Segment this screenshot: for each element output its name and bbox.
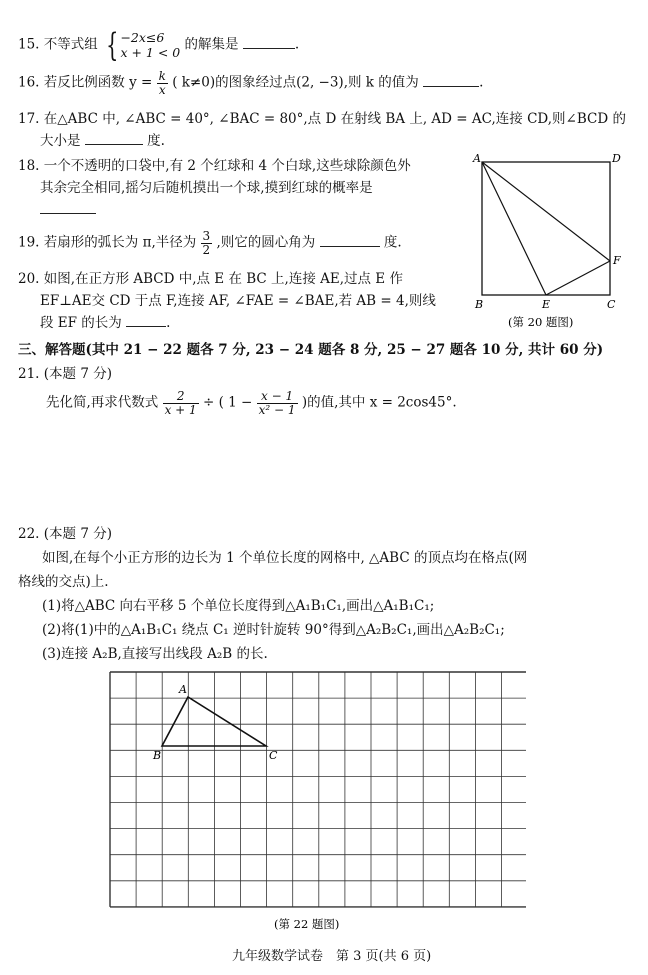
q19-answer-blank[interactable] <box>320 234 380 247</box>
figure-20 <box>466 150 634 338</box>
label-c: C <box>607 298 616 311</box>
question-17 <box>18 108 626 152</box>
section-3-heading: 三、解答题(其中 21 − 22 题各 7 分, 23 − 24 题各 8 分, 25 − 27 题各 10 分, 共计 60 分) <box>18 342 604 358</box>
q16-number: 16. <box>18 74 40 91</box>
q18-line1: 一个不透明的口袋中,有 2 个红球和 4 个白球,这些球除颜色外 <box>43 158 411 174</box>
q20-line2: EF⊥AE交 CD 于点 F,连接 AF, ∠FAE = ∠BAE,若 AB = 4,则线 <box>40 293 436 309</box>
q19-frac-den: 2 <box>202 242 211 257</box>
q15-row1: −2x≤6 <box>120 30 165 46</box>
question-21-body <box>46 390 457 416</box>
q19-post: ,则它的圆心角为 <box>216 234 316 251</box>
square-abcd <box>482 162 610 295</box>
q22-part1: (1)将△ABC 向右平移 5 个单位长度得到△A₁B₁C₁,画出△A₁B₁C₁; <box>42 598 435 614</box>
q17-line2-post: 度. <box>147 133 165 149</box>
q15-answer-blank[interactable] <box>243 36 295 49</box>
grid-lines <box>110 672 526 907</box>
q17-line2-pre: 大小是 <box>40 133 81 149</box>
segment-ae <box>482 162 546 295</box>
q18-number: 18. <box>18 158 40 174</box>
label-e: E <box>542 298 551 311</box>
q21-f1-den: x + 1 <box>164 402 197 417</box>
question-15: 15. 不等式组 { −2x≤6 x + 1 < 0 的解集是 . <box>18 26 300 64</box>
q16-fraction <box>157 70 168 96</box>
q22-points: (本题 7 分) <box>43 526 112 542</box>
q21-fraction-2 <box>257 390 298 416</box>
question-20: 20. 如图,在正方形 ABCD 中,点 E 在 BC 上,连接 AE,过点 E 作 EF⊥AE交 CD 于点 F,连接 AF, ∠FAE = ∠BAE,若 AB = 4,则线 段 EF 的长为 . <box>18 271 436 331</box>
q22-intro1: 如图,在每个小正方形的边长为 1 个单位长度的网格中, △ABC 的顶点均在格点(网 <box>42 550 528 566</box>
q19-frac-num: 3 <box>202 229 211 243</box>
figure-22-grid <box>106 666 526 932</box>
q21-number: 21. <box>18 366 40 382</box>
q18-line2: 其余完全相同,摇匀后随机摸出一个球,摸到红球的概率是 <box>40 180 373 196</box>
q16-pre: 若反比例函数 y = <box>43 74 153 91</box>
q21-mid: ÷ ( 1 − <box>202 394 253 411</box>
q18-answer-blank[interactable] <box>40 201 96 214</box>
q21-fraction-1 <box>163 390 199 416</box>
q20-line3: 段 EF 的长为 <box>40 315 122 331</box>
q15-row2: x + 1 < 0 <box>120 45 181 61</box>
q19-end: 度. <box>383 234 402 251</box>
page-footer: 九年级数学试卷 第 3 页(共 6 页) <box>232 949 432 964</box>
q21-post: )的值,其中 x = 2cos45°. <box>301 394 457 411</box>
q17-number: 17. <box>18 111 40 127</box>
q15-inequality-system: { −2x≤6 x + 1 < 0 <box>106 26 181 64</box>
q19-pre: 若扇形的弧长为 π,半径为 <box>43 234 197 251</box>
q15-text: 不等式组 <box>43 36 98 53</box>
segment-ef <box>546 261 610 295</box>
q17-line1: 在△ABC 中, ∠ABC = 40°, ∠BAC = 80°,点 D 在射线 BA 上, AD = AC,连接 CD,则∠BCD 的 <box>43 111 626 127</box>
grid-label-a: A <box>179 683 187 696</box>
figure-20-caption: (第 20 题图) <box>508 315 574 329</box>
label-d: D <box>612 152 621 165</box>
q21-f2-num: x − 1 <box>257 390 298 404</box>
q16-cond: ( k≠0)的图象经过点(2, −3),则 k 的值为 <box>172 74 419 91</box>
question-18 <box>18 155 411 221</box>
q15-after: 的解集是 <box>184 36 239 53</box>
question-22 <box>18 522 527 666</box>
q15-number: 15. <box>18 36 40 53</box>
q22-part2: (2)将(1)中的△A₁B₁C₁ 绕点 C₁ 逆时针旋转 90°得到△A₂B₂C₁,画出△A₂B₂C₁; <box>42 622 505 638</box>
q16-answer-blank[interactable] <box>423 74 479 87</box>
q20-answer-blank[interactable] <box>126 314 166 327</box>
question-16: 16. 若反比例函数 y = $\frac{k}{x}$ ( k≠0)的图象经过点(2, −3),则 k 的值为 . <box>18 69 484 97</box>
q16-frac-den: x <box>158 82 166 97</box>
q20-line1: 如图,在正方形 ABCD 中,点 E 在 BC 上,连接 AE,过点 E 作 <box>43 271 403 287</box>
q21-f1-num: 2 <box>163 390 199 404</box>
q19-fraction <box>201 230 213 256</box>
q19-number: 19. <box>18 234 40 251</box>
grid-label-c: C <box>269 749 278 762</box>
question-19 <box>18 230 402 256</box>
grid-label-b: B <box>153 749 162 762</box>
q20-number: 20. <box>18 271 40 287</box>
q22-part3: (3)连接 A₂B,直接写出线段 A₂B 的长. <box>42 646 268 662</box>
segment-af <box>482 162 610 261</box>
q16-frac-num: k <box>158 69 166 83</box>
figure-22-caption: (第 22 题图) <box>274 917 340 931</box>
q22-number: 22. <box>18 526 40 542</box>
q21-f2-den: x² − 1 <box>258 402 296 417</box>
label-f: F <box>613 254 621 267</box>
question-21-header <box>18 362 112 382</box>
q17-answer-blank[interactable] <box>85 132 143 145</box>
q21-pre: 先化简,再求代数式 <box>46 394 159 411</box>
label-b: B <box>475 298 484 311</box>
q22-intro2: 格线的交点)上. <box>18 574 109 590</box>
label-a: A <box>473 152 481 165</box>
q21-points: (本题 7 分) <box>43 366 112 382</box>
